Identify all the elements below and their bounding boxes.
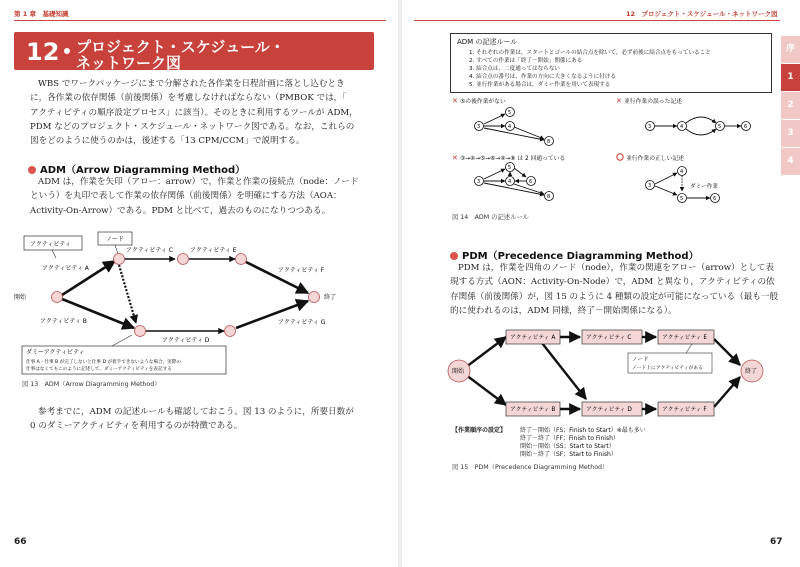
chapter-tab-1[interactable]: 1 (781, 64, 800, 91)
circle-bullet-icon (28, 166, 36, 174)
pdm-legend-title: 【作業順序の設定】 (452, 427, 507, 434)
chapter-tab-3[interactable]: 3 (781, 120, 800, 147)
pdm-activity-b-label: アクティビティ B (510, 407, 556, 413)
adm-heading-text: ADM（Arrow Diagramming Method） (40, 165, 246, 176)
fig15-caption: 図 15 PDM（Precedence Diagramming Method） (452, 464, 609, 471)
adm-line: という）を丸印で表して作業の依存関係（前後関係）を明確にする方法（AOA： (30, 191, 342, 202)
svg-text:6: 6 (529, 179, 533, 185)
pdm-activity-e-label: アクティビティ E (662, 335, 707, 341)
node (178, 254, 189, 265)
adm-line: ADM は，作業を矢印（アロー：arrow）で，作業と作業の接続点（node：ノード (38, 177, 359, 187)
pdm-line: 的に使われるのは，ADM 同様，終了－開始関係になる）。 (450, 305, 677, 316)
svg-text:6: 6 (744, 124, 748, 130)
pdm-legend-item: 開始－終了（SF；Start to Finish） (520, 451, 617, 458)
pdm-activity-d-label: アクティビティ D (586, 407, 632, 413)
correct-mark-icon (617, 154, 623, 160)
node (114, 254, 125, 265)
pdm-paragraph (450, 261, 778, 318)
pdm-activity-a-label: アクティビティ A (510, 335, 556, 341)
chapter-tab-intro[interactable]: 序 (781, 36, 800, 63)
intro-line: 図をどのように使うのかは，後述する「13 CPM/CCM」で説明する。 (30, 136, 305, 147)
intro-paragraph (30, 77, 358, 148)
svg-text:5: 5 (508, 165, 512, 171)
adm-heading (28, 161, 245, 176)
svg-text:6: 6 (713, 196, 717, 202)
svg-text:4: 4 (508, 179, 512, 185)
pdm-heading (450, 247, 699, 262)
intro-line: に，各作業の依存関係（前後関係）を考慮しなければならない（PMBOK では，「 (30, 93, 347, 104)
title-dot-icon (64, 48, 70, 54)
arrow-dummy-activity (119, 265, 136, 323)
pdm-legend-list (520, 427, 646, 459)
svg-text:3: 3 (477, 124, 481, 130)
wrong-mark-icon: ✕ (452, 97, 458, 105)
intro-line: アクティビティの順序設定プロセス」に該当）。そのときに利用するツールが ADM， (30, 107, 358, 118)
svg-text:8: 8 (547, 194, 551, 200)
adm-rules-box (450, 33, 772, 93)
pdm-start-label: 開始 (452, 368, 465, 375)
callout-activity-text: アクティビティ (30, 241, 71, 248)
svg-text:3: 3 (477, 179, 481, 185)
label-activity-f: アクティビティ F (278, 267, 325, 274)
wrong-mark-icon: ✕ (452, 154, 458, 162)
closing-paragraph (30, 405, 354, 434)
wrong1-label: ⑤の後作業がない (460, 99, 506, 105)
node (135, 326, 146, 337)
svg-text:3: 3 (648, 124, 652, 130)
node (236, 254, 247, 265)
closing-line: 0 のダミーアクティビティを利用するのが特徴である。 (30, 421, 243, 432)
node (225, 326, 236, 337)
dummy-activity-line2: 仕事はなくてもこのように記述して，ダミーアクティビティを表記する (26, 367, 172, 372)
fig14-caption: 図 14 ADM の記述ルール (452, 214, 529, 221)
svg-text:5: 5 (508, 110, 512, 116)
adm-rule: 1. それぞれの作業は，スタートとゴールの結合点を除いて，必ず前後に結合点をもっていること (469, 50, 711, 56)
left-running-header: 第 1 章 基礎知識 (14, 10, 69, 18)
svg-text:4: 4 (680, 169, 684, 175)
label-end: 終了 (324, 294, 337, 301)
circle-bullet-icon (450, 252, 458, 260)
label-activity-d: アクティビティ D (162, 337, 210, 344)
svg-text:3: 3 (648, 183, 652, 189)
label-activity-a: アクティビティ A (42, 265, 89, 272)
pdm-heading-text: PDM（Precedence Diagramming Method） (462, 251, 699, 262)
svg-text:4: 4 (680, 124, 684, 130)
dummy-activity-title: ダミーアクティビティ (26, 349, 85, 356)
chapter-tab-4[interactable]: 4 (781, 148, 800, 175)
fig15-pdm-diagram (446, 325, 776, 425)
fig13-caption: 図 13 ADM（Arrow Diagramming Method） (22, 381, 161, 388)
pdm-line: 現する方式（AON：Activity-On-Node）で，ADM と異なり，アクティビティの依 (450, 277, 775, 288)
dummy-work-label: ダミー作業 (690, 184, 718, 190)
book-gutter (398, 0, 402, 567)
chapter-tab-2[interactable]: 2 (781, 92, 800, 119)
pdm-node-callout-title: ノード (632, 357, 649, 363)
pdm-legend-item: 開始－開始（SS；Start to Start） (520, 443, 615, 450)
pdm-activity-f-label: アクティビティ F (662, 407, 707, 413)
svg-text:5: 5 (718, 124, 722, 130)
intro-line: PDM などのプロジェクト・スケジュール・ネットワーク図である。なお，これらの (30, 121, 355, 132)
label-activity-c: アクティビティ C (126, 247, 173, 254)
wrong3-label: ③→④→⑤→⑥→④→⑧ は 2 回通っている (460, 156, 566, 162)
node-end (309, 292, 320, 303)
pdm-activity-c-label: アクティビティ C (586, 335, 632, 341)
right-header-rule (414, 20, 780, 21)
adm-rule: 3. 結合点は，二度通ってはならない (469, 66, 561, 72)
svg-text:4: 4 (508, 124, 512, 130)
node-start (52, 292, 63, 303)
section-number: 12 (26, 38, 60, 66)
closing-line: 参考までに，ADM の記述ルールも確認しておこう。図 13 のように，所要日数が (38, 407, 354, 417)
label-activity-e: アクティビティ E (190, 247, 237, 254)
pdm-node-callout-desc: ノード上にアクティビティがある (632, 366, 703, 371)
label-activity-g: アクティビティ G (278, 319, 326, 326)
pdm-line: 存関係（前後関係）が，図 15 のように 4 種類の設定が可能になっている（最も一般 (450, 291, 779, 302)
svg-text:5: 5 (680, 196, 684, 202)
intro-line: WBS でワークパッケージにまで分解された各作業を日程計画に落とし込むとき (38, 79, 345, 89)
fig14-adm-rules-diagram (448, 95, 778, 210)
section-title-line2: ネットワーク図 (76, 54, 182, 72)
left-header-rule (14, 20, 386, 21)
adm-rule: 5. 並行作業がある場合は，ダミー作業を用いて表現する (469, 82, 611, 88)
pdm-legend-item: 終了－終了（FF；Finish to Finish） (520, 435, 619, 442)
dummy-activity-line1: 仕事 A・仕事 B が完了しないと仕事 D が着手できないような場合，実際の (26, 360, 181, 365)
fig13-adm-diagram (12, 224, 392, 376)
adm-rule: 4. 結合点の番号は，作業の方向に大きくなるように付ける (469, 74, 616, 80)
callout-node-text: ノード (106, 236, 124, 243)
adm-rules-title: ADM の記述ルール (457, 38, 518, 46)
pdm-line: PDM は，作業を四角のノード（node），作業の関連をアロー（arrow）として表 (458, 263, 775, 273)
right-running-header: 12 プロジェクト・スケジュール・ネットワーク図 (626, 10, 778, 18)
right-page-number: 67 (770, 537, 783, 547)
label-start: 開始 (14, 294, 27, 301)
svg-text:8: 8 (547, 139, 551, 145)
adm-line: Activity-On-Arrow）である。PDM と比べて，過去のものになりつつある。 (30, 205, 331, 216)
pdm-legend-item: 終了－開始（FS；Finish to Start）※最も多い (520, 427, 646, 434)
left-page-number: 66 (14, 537, 27, 547)
adm-rule: 2. すべての作業は「終了－開始」関係にある (469, 58, 583, 64)
label-activity-b: アクティビティ B (40, 318, 87, 325)
section-title-line1: プロジェクト・スケジュール・ (76, 38, 285, 56)
wrong-mark-icon: ✕ (616, 97, 622, 105)
wrong2-label: 並行作業の誤った記述 (624, 99, 682, 105)
right-example-label: 並行作業の正しい記述 (626, 156, 684, 162)
adm-paragraph (30, 175, 359, 218)
pdm-end-label: 終了 (745, 368, 758, 375)
